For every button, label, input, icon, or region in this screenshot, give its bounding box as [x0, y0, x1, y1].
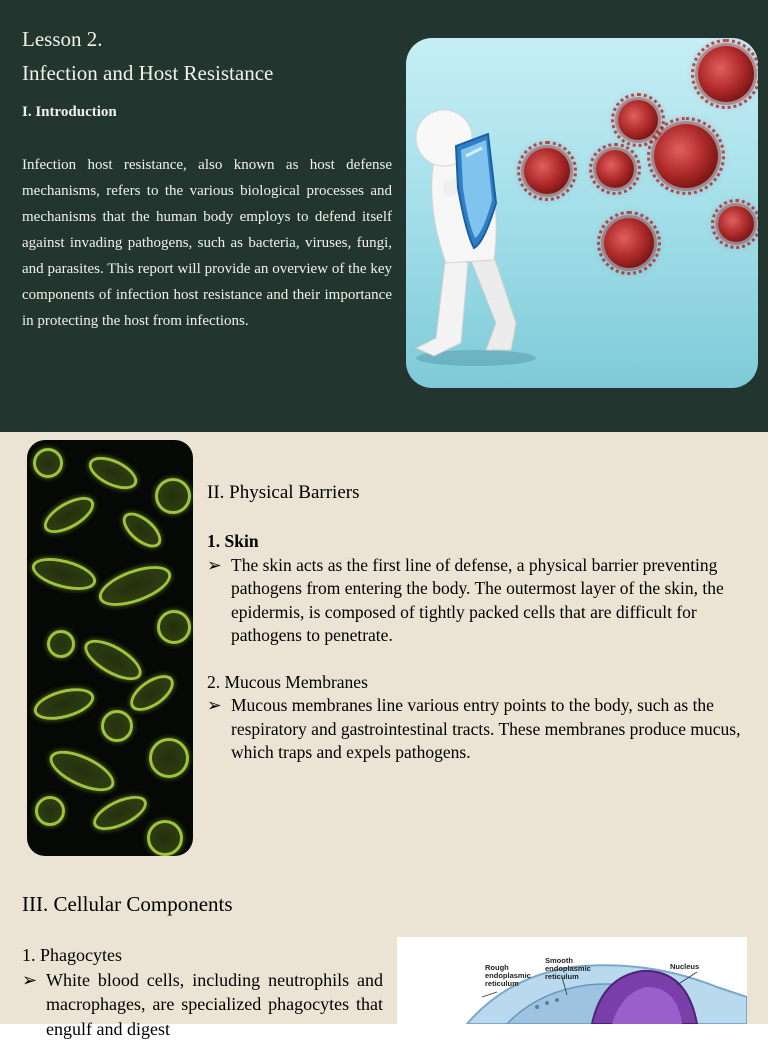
skin-text: The skin acts as the first line of defense, a physical barrier preventing pathogens from entering the body. The outermost layer of the skin, the epidermis, is composed of tightly packed cells that are difficult for pathogens to penetrate. — [231, 554, 757, 648]
physical-barriers-body — [207, 530, 757, 765]
intro-heading: I. Introduction — [22, 104, 117, 121]
virus-particle — [596, 150, 634, 188]
lesson-name: Infection and Host Resistance — [22, 56, 273, 90]
skin-heading: 1. Skin — [207, 530, 757, 554]
lesson-title — [22, 22, 273, 90]
cell — [94, 558, 176, 614]
cell — [157, 610, 191, 644]
cell — [155, 478, 191, 514]
phagocytes-text: White blood cells, including neutrophils and macrophages, are specialized phagocytes that engulf and digest — [46, 968, 383, 1041]
arrow-bullet-icon: ➢ — [207, 694, 231, 765]
list-item — [207, 554, 757, 648]
virus-particle — [604, 218, 654, 268]
list-item — [22, 968, 383, 1041]
cell — [149, 738, 189, 778]
cell — [33, 448, 63, 478]
virus-particle — [698, 46, 754, 102]
cell — [101, 710, 133, 742]
cellular-components-title: III. Cellular Components — [22, 892, 233, 917]
virus-particle — [618, 100, 658, 140]
label-rough-er: Rough endoplasmic reticulum — [485, 964, 537, 988]
cell — [44, 743, 120, 800]
intro-paragraph: Infection host resistance, also known as host defense mechanisms, refers to the various biological processes and mechanisms that the human body employs to defend itself against invading pathogens, such as bacteria, viruses, fungi, and parasites. This report will provide an overview of the key components of infection host resistance and their importance in protecting the host from infections. — [22, 152, 392, 334]
cell — [117, 506, 168, 554]
phagocytes-heading: 1. Phagocytes — [22, 943, 383, 968]
mucous-text: Mucous membranes line various entry points to the body, such as the respiratory and gastrointestinal tracts. These membranes produce mucus, which traps and expels pathogens. — [231, 694, 757, 765]
list-item — [207, 694, 757, 765]
cell — [78, 632, 147, 688]
cell — [35, 796, 65, 826]
lesson-number: Lesson 2. — [22, 22, 273, 56]
virus-particle — [654, 124, 718, 188]
cell — [84, 450, 142, 496]
mucous-heading: 2. Mucous Membranes — [207, 671, 757, 695]
label-smooth-er: Smooth endoplasmic reticulum — [545, 957, 597, 981]
cell — [88, 789, 152, 837]
cell — [38, 490, 99, 541]
arrow-bullet-icon: ➢ — [207, 554, 231, 648]
cell-organelle-diagram — [397, 937, 747, 1024]
physical-barriers-title: II. Physical Barriers — [207, 482, 359, 504]
shield-vs-virus-illustration — [406, 38, 758, 388]
virus-particle — [524, 148, 570, 194]
intro-section — [0, 0, 768, 432]
cell — [147, 820, 183, 856]
cell — [29, 552, 100, 596]
arrow-bullet-icon: ➢ — [22, 968, 46, 1041]
virus-particle — [718, 206, 754, 242]
cell — [47, 630, 75, 658]
cellular-components-body — [22, 943, 383, 1041]
microscope-cells-image — [27, 440, 193, 856]
cell — [30, 682, 97, 725]
label-nucleus: Nucleus — [670, 963, 710, 971]
